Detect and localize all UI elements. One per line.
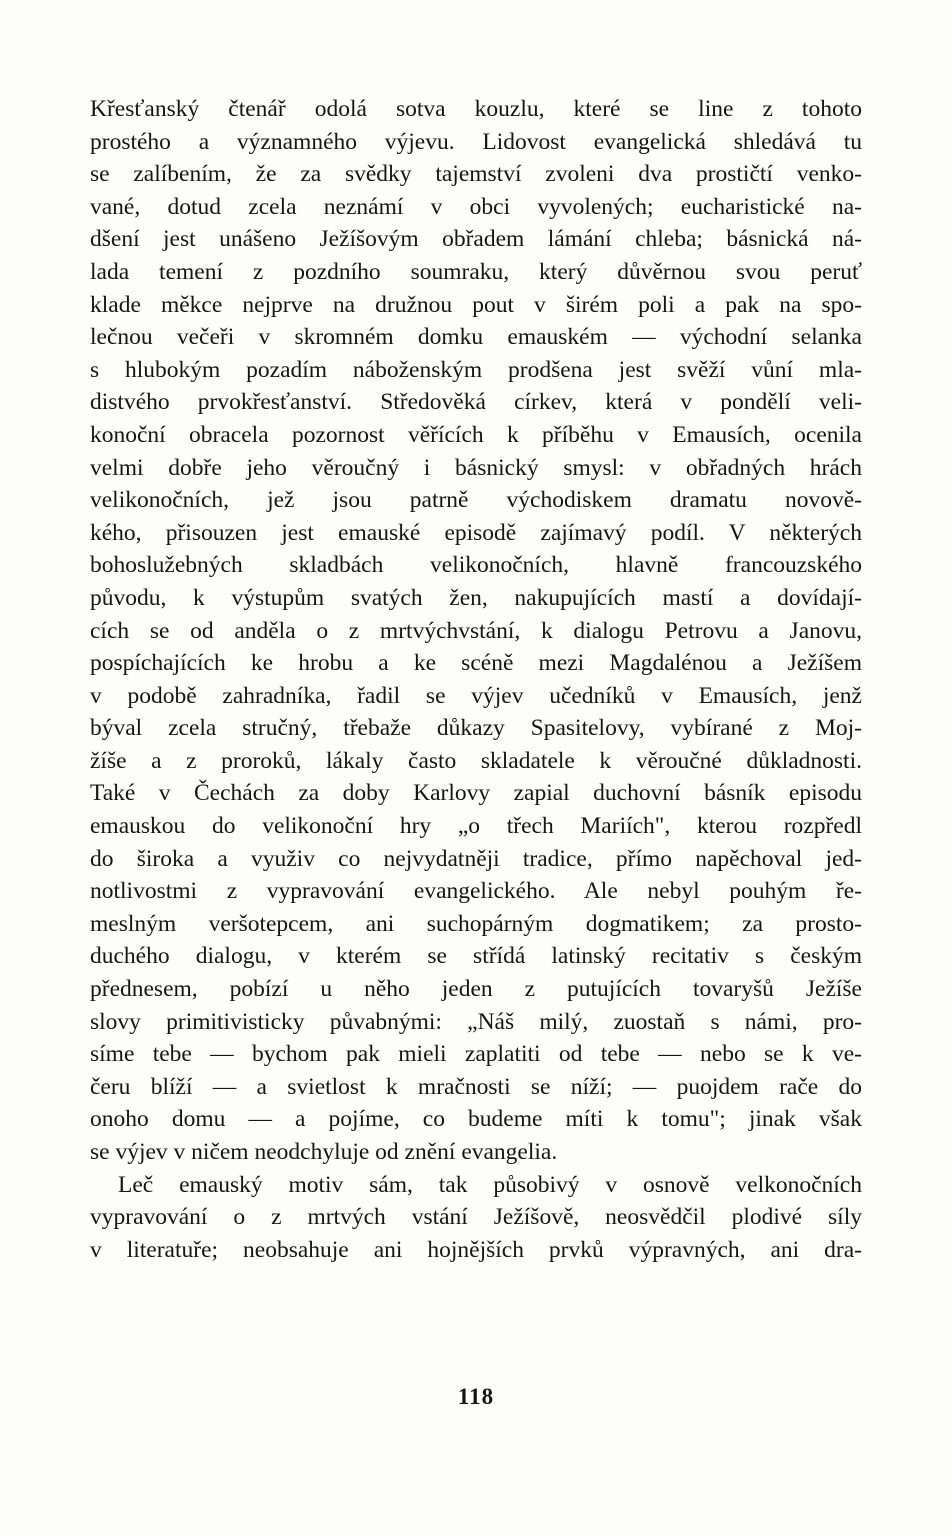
text-line: onoho domu — a pojíme, co budeme míti k tomu"; jinak však (90, 1106, 862, 1133)
text-line: klade měkce nejprve na družnou pout v širém poli a pak na spo- (90, 291, 862, 318)
text-line: notlivostmi z vypravování evangelického. Ale nebyl pouhým ře- (90, 878, 862, 905)
text-line: lečnou večeři v skromném domku emauském — východní selanka (90, 324, 862, 351)
text-line: býval zcela stručný, třebaže důkazy Spasitelovy, vybírané z Moj- (90, 715, 862, 742)
text-line: v podobě zahradníka, řadil se výjev učedníků v Emausích, jenž (90, 682, 862, 709)
text-line: Křesťanský čtenář odolá sotva kouzlu, které se line z tohoto (90, 96, 862, 122)
text-line: dšení jest unášeno Ježíšovým obřadem lámání chleba; básnická ná- (90, 226, 862, 253)
text-line: prostého a významného výjevu. Lidovost evangelická shledává tu (90, 128, 862, 155)
text-line: původu, k výstupům svatých žen, nakupujících mastí a dovídají- (90, 584, 862, 611)
text-line: Leč emauský motiv sám, tak působivý v osnově velkonočních (118, 1171, 862, 1198)
text-line: v literatuře; neobsahuje ani hojnějších prvků výpravných, ani dra- (90, 1236, 862, 1263)
text-line: cích se od anděla o z mrtvýchvstání, k dialogu Petrovu a Janovu, (90, 617, 862, 644)
text-line: se výjev v ničem neodchyluje od znění evangelia. (90, 1139, 558, 1165)
text-line: emauskou do velikonoční hry „o třech Mariích", kterou rozpředl (90, 813, 862, 840)
text-line: pospíchajících ke hrobu a ke scéně mezi Magdalénou a Ježíšem (90, 650, 862, 677)
text-line: velikonočních, jež jsou patrně východiskem dramatu novově- (90, 487, 862, 514)
text-line: se zalíbením, že za svědky tajemství zvoleni dva prostičtí venko- (90, 161, 862, 188)
text-line: konoční obracela pozornost věřících k příběhu v Emausích, ocenila (90, 421, 862, 448)
text-line: do široka a využiv co nejvydatněji tradice, přímo napěchoval jed- (90, 845, 862, 872)
text-line: Také v Čechách za doby Karlovy zapial duchovní básník episodu (90, 780, 862, 807)
text-line: přednesem, pobízí u něho jeden z putujících tovaryšů Ježíše (90, 976, 862, 1003)
body-text (90, 93, 862, 1266)
text-line: distvého prvokřesťanství. Středověká církev, která v pondělí veli- (90, 389, 862, 416)
text-line: žíše a z proroků, lákaly často skladatele k věroučné důkladnosti. (90, 747, 862, 774)
text-line: vypravování o z mrtvých vstání Ježíšově, neosvědčil plodivé síly (90, 1204, 862, 1231)
text-line: lada temení z pozdního soumraku, který důvěrnou svou peruť (90, 258, 862, 285)
text-line: meslným veršotepcem, ani suchopárným dogmatikem; za prosto- (90, 910, 862, 937)
text-line: slovy primitivisticky půvabnými: „Náš milý, zuostaň s námi, pro- (90, 1008, 862, 1035)
text-line: duchého dialogu, v kterém se střídá latinský recitativ s českým (90, 943, 862, 970)
page-number: 118 (457, 1384, 495, 1409)
text-line: velmi dobře jeho věroučný i básnický smysl: v obřadných hrách (90, 454, 862, 481)
text-line: vané, dotud zcela neznámí v obci vyvolených; eucharistické na- (90, 193, 862, 220)
text-line: bohoslužebných skladbách velikonočních, hlavně francouzského (90, 552, 862, 579)
text-line: s hlubokým pozadím náboženským prodšena jest svěží vůní mla- (90, 356, 862, 383)
paragraph (90, 93, 862, 1169)
text-line: síme tebe — bychom pak mieli zaplatiti od tebe — nebo se k ve- (90, 1041, 862, 1068)
text-line: kého, přisouzen jest emauské episodě zajímavý podíl. V některých (90, 519, 862, 546)
text-line: čeru blíží — a svietlost k mračnosti se níží; — puojdem rače do (90, 1073, 862, 1100)
paragraph (90, 1169, 862, 1267)
